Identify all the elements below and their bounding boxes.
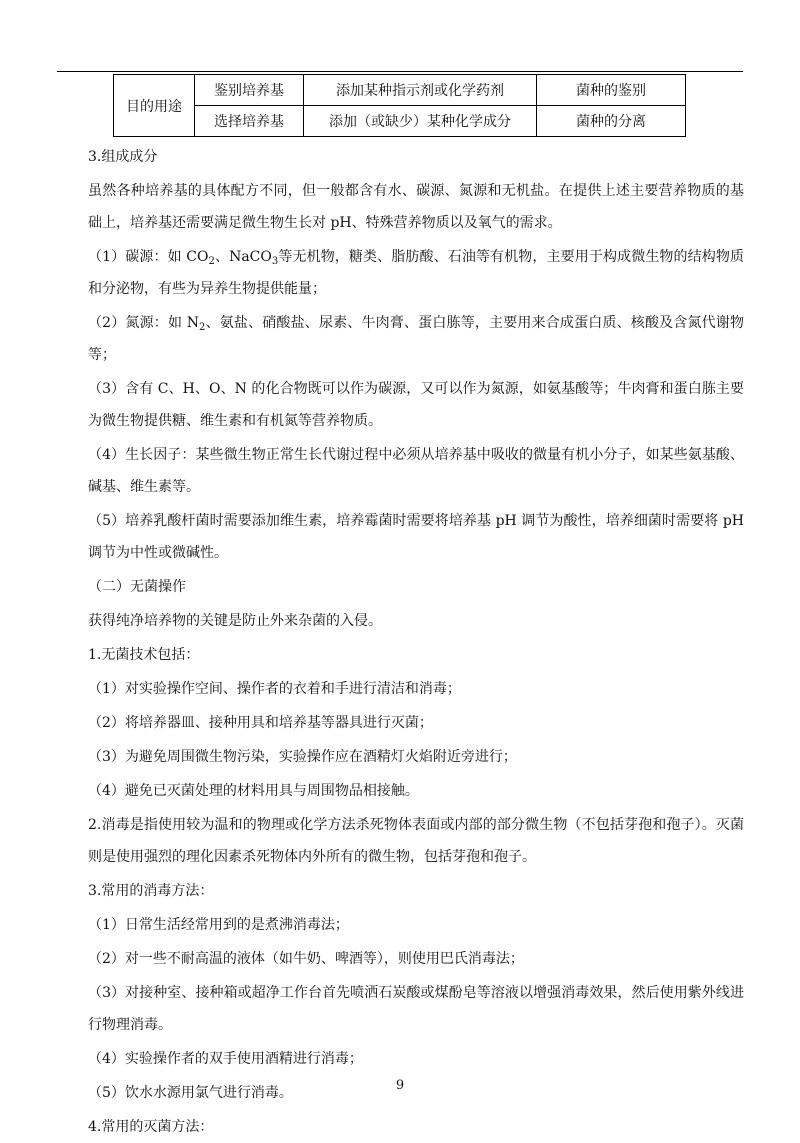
list-item: （4）实验操作者的双手使用酒精进行消毒； [88,1051,363,1067]
list-item: （1）日常生活经常用到的是煮沸消毒法； [88,917,349,933]
section-heading: 3.组成成分 [88,149,158,165]
subsection-heading: 3.常用的消毒方法： [88,883,214,899]
list-item: （2）将培养器皿、接种用具和培养基等器具进行灭菌； [88,715,433,731]
header-rule [57,71,743,72]
table-cell: 添加某种指示剂或化学药剂 [304,75,537,106]
paragraph: 获得纯净培养物的关键是防止外来杂菌的入侵。 [88,613,382,629]
section-heading: （二）无菌操作 [88,579,186,595]
list-item-carbon [88,241,744,305]
list-item: （3）为避免周围微生物污染，实验操作应在酒精灯火焰附近旁进行； [88,749,517,765]
page-number: 9 [395,1078,405,1093]
document-body [88,141,744,1143]
table-cell: 添加（或缺少）某种化学成分 [304,106,537,137]
list-item: （2）对一些不耐高温的液体（如牛奶、啤酒等），则使用巴氏消毒法； [88,951,524,967]
text: 、氨盐、硝酸盐、尿素、牛肉膏、蛋白胨等，主要用来合成蛋白质、核酸及含氮代谢物等； [88,315,745,363]
subsection-heading: 1.无菌技术包括： [88,647,200,663]
list-item: （5）培养乳酸杆菌时需要添加维生素，培养霉菌时需要将培养基 pH 调节为酸性，培养细菌时需要将 pH 调节为中性或微碱性。 [88,513,744,561]
table-cell: 选择培养基 [195,106,304,137]
list-item: （3）含有 C、H、O、N 的化合物既可以作为碳源，又可以作为氮源，如氨基酸等；牛肉膏和蛋白胨主要为微生物提供糖、维生素和有机氮等营养物质。 [88,381,744,429]
table-cell: 鉴别培养基 [195,75,304,106]
list-item: （1）对实验操作空间、操作者的衣着和手进行清洁和消毒； [88,681,461,697]
table-row [114,75,686,106]
table-row [114,106,686,137]
subscript: 2 [208,256,215,267]
culture-medium-table [113,74,686,137]
list-item: （5）饮水水源用氯气进行消毒。 [88,1085,293,1101]
list-item-nitrogen [88,307,744,371]
list-item: （4）生长因子：某些微生物正常生长代谢过程中必须从培养基中吸收的微量有机小分子，如某些氨基酸、碱基、维生素等。 [88,447,744,495]
subscript: 2 [199,322,206,333]
list-item: （3）对接种室、接种箱或超净工作台首先喷洒石炭酸或煤酚皂等溶液以增强消毒效果，然后使用紫外线进行物理消毒。 [88,985,744,1033]
subscript: 3 [271,256,279,267]
text: 等无机物，糖类、脂肪酸、石油等有机物，主要用于构成微生物的结构物质和分泌物，有些为异养生物提供能量； [88,249,744,297]
paragraph: 虽然各种培养基的具体配方不同，但一般都含有水、碳源、氮源和无机盐。在提供上述主要营养物质的基础上，培养基还需要满足微生物生长对 pH、特殊营养物质以及氧气的需求。 [88,183,744,231]
text: （1）碳源：如 CO [88,249,209,265]
subsection-heading: 4.常用的灭菌方法： [88,1119,214,1135]
text: 、NaCO [214,249,272,265]
text: （2）氮源：如 N [88,315,200,331]
table-cell: 菌种的分离 [537,106,686,137]
row-header-cell: 目的用途 [114,75,195,137]
table-cell: 菌种的鉴别 [537,75,686,106]
list-item: （4）避免已灭菌处理的材料用具与周围物品相接触。 [88,783,419,799]
paragraph: 2.消毒是指使用较为温和的物理或化学方法杀死物体表面或内部的部分微生物（不包括芽孢和孢子）。灭菌则是使用强烈的理化因素杀死物体内外所有的微生物，包括芽孢和孢子。 [88,817,744,865]
